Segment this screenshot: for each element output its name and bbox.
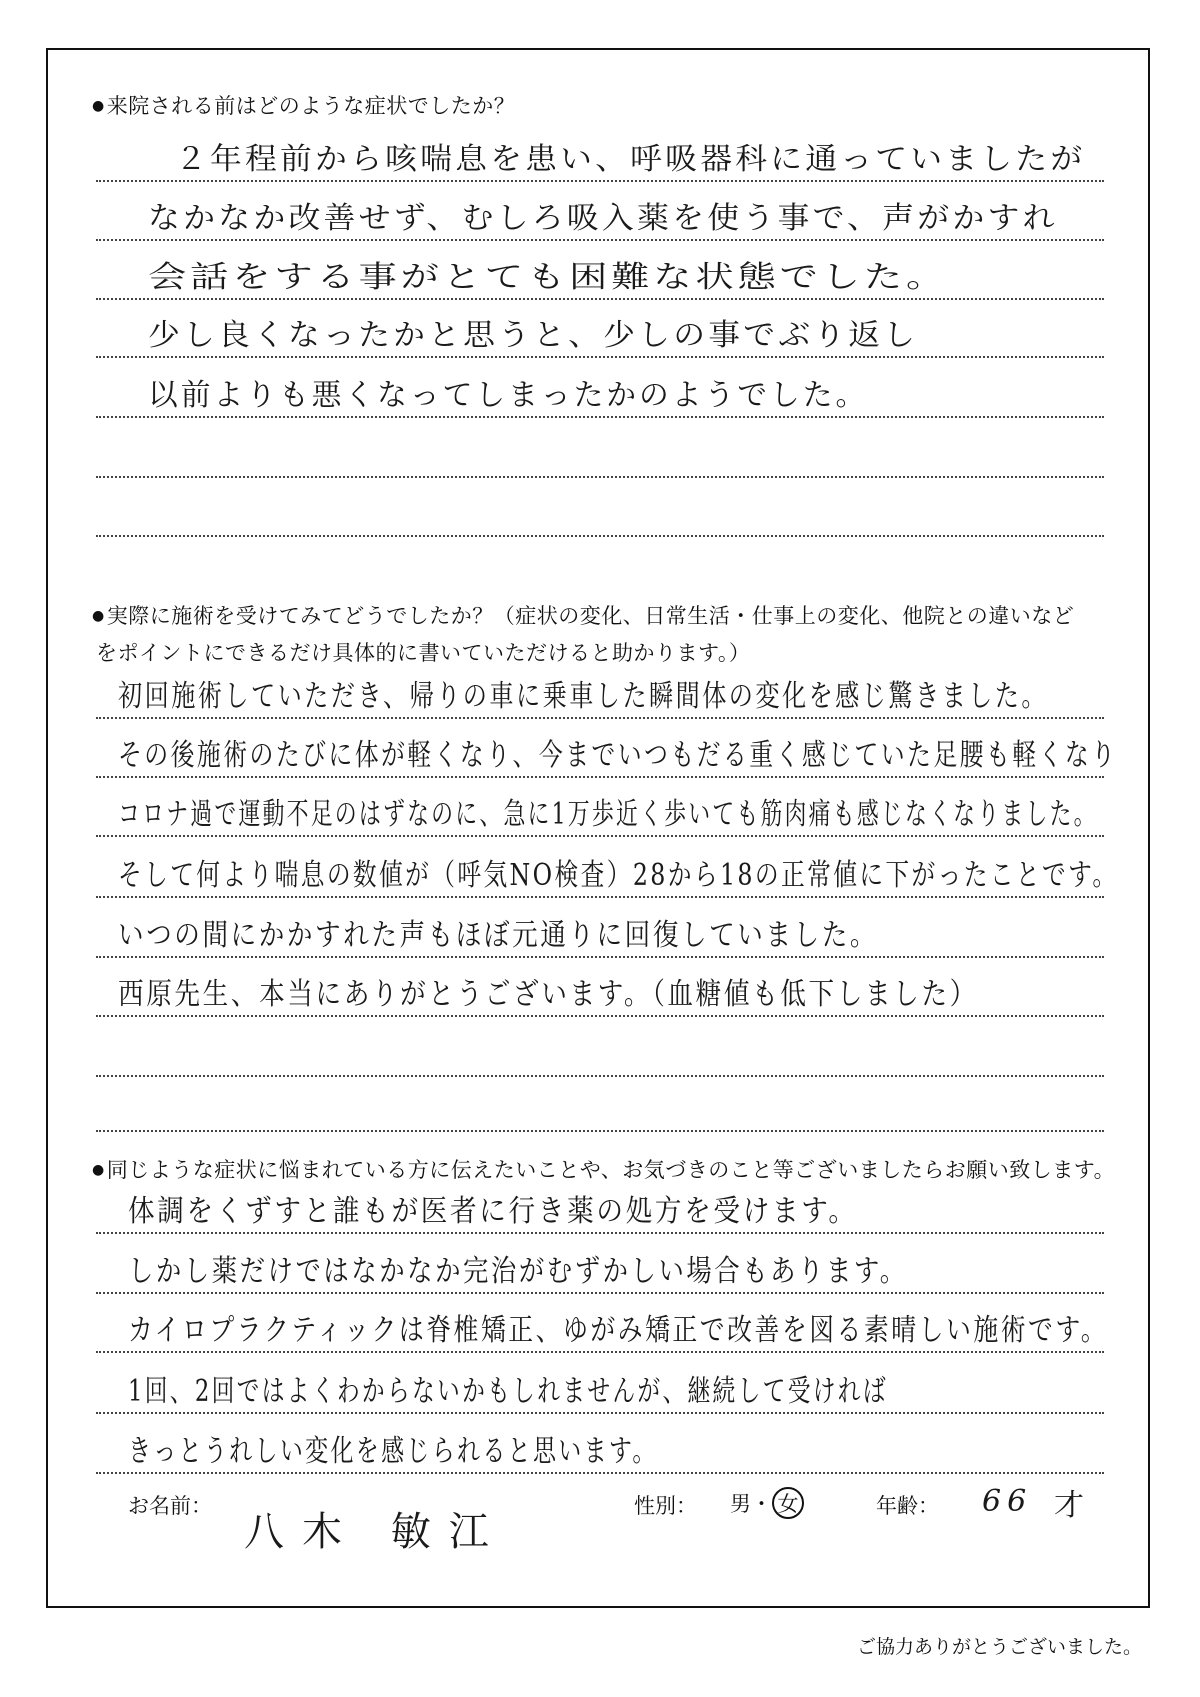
- handwritten-line: カイロプラクティックは脊椎矯正、ゆがみ矯正で改善を図る素晴しい施術です。: [128, 1313, 1109, 1348]
- question-2-text: 実際に施術を受けてみてどうでしたか？（症状の変化、日常生活・仕事上の変化、他院との違いなど: [106, 604, 1075, 628]
- ruled-line: [96, 239, 1104, 241]
- handwritten-line: なかなか改善せず、むしろ吸入薬を使う事で、声がかすれ: [148, 201, 1058, 236]
- handwritten-line: きっとうれしい変化を感じられると思います。: [128, 1434, 658, 1469]
- ruled-line: [96, 535, 1104, 537]
- ruled-line: [96, 1351, 1104, 1353]
- ruled-line: [96, 298, 1104, 300]
- handwritten-line: 少し良くなったかと思うと、少しの事でぶり返し: [148, 318, 919, 353]
- age-label: 年齢：: [876, 1494, 939, 1518]
- handwritten-line: その後施術のたびに体が軽くなり、今までいつもだる重く感じていた足腰も軽くなり: [118, 738, 1118, 773]
- ruled-line: [96, 896, 1104, 898]
- age-unit: 才: [1054, 1488, 1102, 1523]
- ruled-line: [96, 835, 1104, 837]
- ruled-line: [96, 1472, 1104, 1474]
- ruled-line: [96, 956, 1104, 958]
- name-label: お名前：: [128, 1494, 212, 1518]
- name-value: 八木 敏江: [244, 1509, 507, 1555]
- ruled-line: [96, 180, 1104, 182]
- ruled-line: [96, 1412, 1104, 1414]
- question-1: ●来院される前はどのような症状でしたか？: [92, 94, 516, 118]
- thanks-message: ご協力ありがとうございました。: [856, 1636, 1142, 1658]
- gender-male: 男: [730, 1492, 751, 1516]
- ruled-line: [96, 1130, 1104, 1132]
- ruled-line: [96, 1075, 1104, 1077]
- ruled-line: [96, 717, 1104, 719]
- ruled-line: [96, 1292, 1104, 1294]
- handwritten-line: 西原先生、本当にありがとうございます。（血糖値も低下しました）: [118, 977, 978, 1012]
- handwritten-line: 会話をする事がとても困難な状態でした。: [148, 260, 949, 295]
- handwritten-line: 以前よりも悪くなってしまったかのようでした。: [148, 378, 869, 413]
- gender-separator: ・: [751, 1492, 772, 1516]
- ruled-line: [96, 1015, 1104, 1017]
- handwritten-line: コロナ過で運動不足のはずなのに、急に1万歩近く歩いても筋肉痛も感じなくなりました。: [118, 797, 1098, 832]
- ruled-line: [96, 416, 1104, 418]
- gender-female-circled: 女: [772, 1487, 804, 1519]
- question-2-continued: をポイントにできるだけ具体的に書いていただけると助かります。）: [96, 641, 751, 665]
- ruled-line: [96, 1232, 1104, 1234]
- handwritten-line: ２年程前から咳喘息を患い、呼吸器科に通っていましたが: [175, 142, 1086, 177]
- ruled-line: [96, 776, 1104, 778]
- age-value: 66: [982, 1484, 1033, 1519]
- handwritten-line: そして何より喘息の数値が（呼気NO検査）28から18の正常値に下がったことです。: [118, 858, 1119, 893]
- handwritten-line: 初回施術していただき、帰りの車に乗車した瞬間体の変化を感じ驚きました。: [118, 679, 1048, 714]
- question-2: ●実際に施術を受けてみてどうでしたか？（症状の変化、日常生活・仕事上の変化、他院との違いなど: [92, 604, 1075, 628]
- gender-options: [730, 1487, 804, 1519]
- handwritten-line: いつの間にかかすれた声もほぼ元通りに回復していました。: [118, 918, 879, 953]
- question-1-text: 来院される前はどのような症状でしたか？: [106, 94, 516, 118]
- handwritten-line: 体調をくずすと誰もが医者に行き薬の処方を受けます。: [128, 1194, 858, 1229]
- ruled-line: [96, 356, 1104, 358]
- question-3: ●同じような症状に悩まれている方に伝えたいことや、お気づきのこと等ございましたらお願い致します。: [92, 1158, 1116, 1182]
- handwritten-line: 1回、2回ではよくわからないかもしれませんが、継続して受ければ: [128, 1374, 888, 1409]
- question-3-text: 同じような症状に悩まれている方に伝えたいことや、お気づきのこと等ございましたらお願い致します。: [106, 1158, 1116, 1182]
- handwritten-line: しかし薬だけではなかなか完治がむずかしい場合もあります。: [128, 1254, 908, 1289]
- gender-label: 性別：: [634, 1494, 697, 1518]
- ruled-line: [96, 476, 1104, 478]
